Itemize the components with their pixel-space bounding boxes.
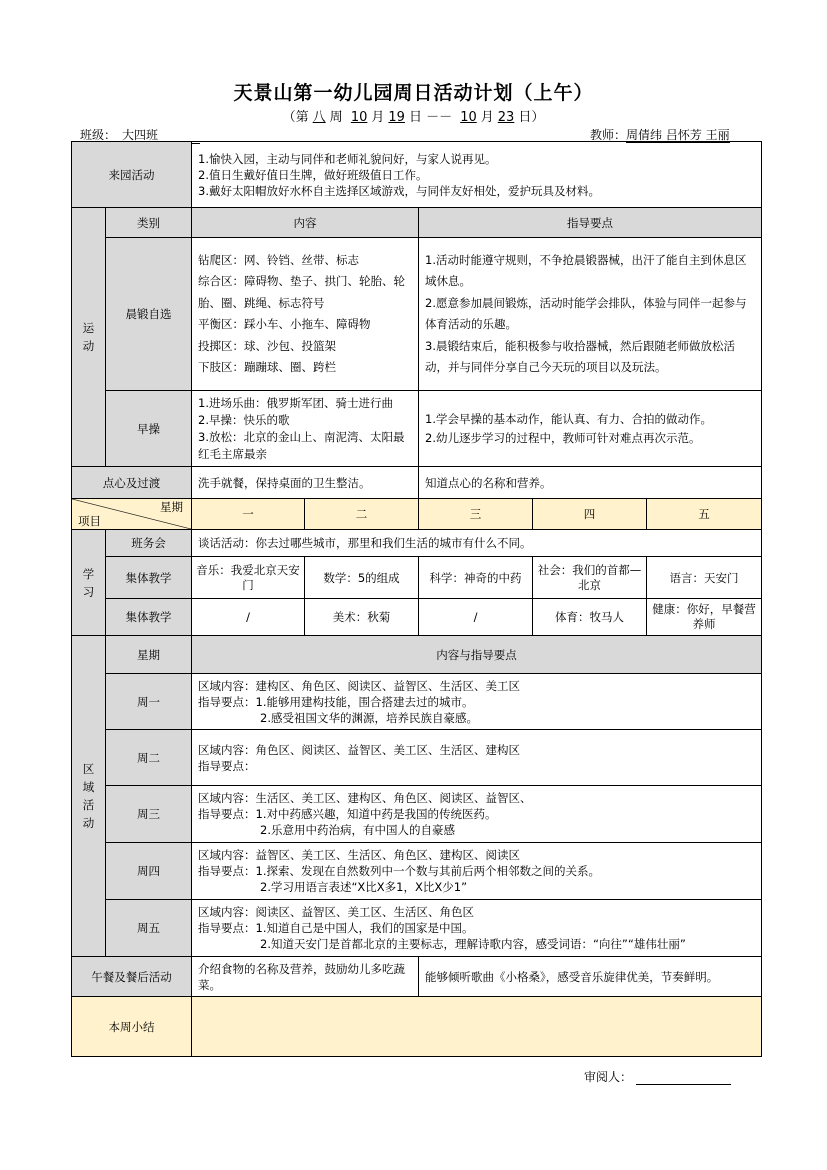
arrival-label: 来园活动	[72, 142, 192, 208]
area-day-row	[72, 900, 762, 957]
area-content-line: 区域内容：建构区、角色区、阅读区、益智区、生活区、美工区	[198, 678, 520, 693]
month-label: 月	[371, 110, 385, 125]
end-day: 23	[497, 110, 515, 125]
teaching-cell: /	[192, 599, 305, 636]
arrival-line: 3.戴好太阳帽放好水杯自主选择区域游戏，与同伴友好相处，爱护玩具及材料。	[198, 183, 600, 198]
teaching-cell: 社会：我们的首都—北京	[533, 557, 647, 599]
content-line: 钻爬区：网、铃铛、丝带、标志	[198, 252, 359, 267]
summary-row	[72, 997, 762, 1057]
teaching-cell: 音乐：我爱北京天安门	[192, 557, 305, 599]
area-content-line: 区域内容：生活区、美工区、建构区、角色区、阅读区、益智区、	[198, 791, 532, 805]
class-meeting-row	[72, 530, 762, 557]
area-day-row	[72, 674, 762, 730]
teaching-row-1	[72, 557, 762, 599]
week-item-corner	[72, 499, 192, 530]
class-meeting-label: 班务会	[106, 530, 192, 557]
content-line: 3.放松：北京的金山上、南泥湾、太阳最红毛主席最亲	[198, 429, 405, 461]
point-line: 2.幼儿逐步学习的过程中，教师可针对难点再次示范。	[425, 430, 701, 445]
page-title: 天景山第一幼儿园周日活动计划（上午）	[233, 82, 594, 104]
content-line: 1.进场乐曲：俄罗斯军团、骑士进行曲	[198, 395, 393, 410]
start-day: 19	[388, 110, 405, 125]
teaching-row-2	[72, 599, 762, 636]
reviewer-signature	[584, 1068, 731, 1085]
arrival-content	[192, 142, 762, 208]
area-points-line: 2.感受祖国文华的渊源，培养民族自豪感。	[260, 710, 478, 725]
summary-label: 本周小结	[72, 997, 192, 1057]
exercise-section-label: 运动	[72, 208, 106, 467]
teaching-cell: /	[419, 599, 533, 636]
reviewer-signature-line[interactable]	[636, 1072, 731, 1085]
morning-exercise-points	[419, 238, 762, 391]
snack-content: 洗手就餐，保持桌面的卫生整洁。	[192, 467, 419, 499]
teacher-value: 周倩纬 吕怀芳 王丽	[626, 128, 730, 142]
point-line: 3.晨锻结束后，能积极参与收拾器械，然后跟随老师做放松活动，并与同伴分享自己今天玩的项目以及玩法。	[425, 338, 735, 374]
month-label-2: 月	[480, 110, 494, 125]
class-value: 大四班	[116, 126, 200, 144]
snack-label: 点心及过渡	[72, 467, 192, 499]
content-line: 投掷区：球、沙包、投篮架	[198, 338, 336, 353]
area-points-line: 2.学习用语言表述“X比X多1，X比X少1”	[260, 880, 468, 894]
area-col-day: 星期	[106, 636, 192, 674]
area-day-label: 周二	[106, 730, 192, 786]
point-line: 1.活动时能遵守规则，不争抢晨锻器械，出汗了能自主到休息区域休息。	[425, 252, 747, 288]
content-line: 下肢区：蹦蹦球、圈、跨栏	[198, 360, 336, 374]
arrival-row	[72, 142, 762, 208]
teaching-cell: 健康：你好，早餐营养师	[647, 599, 762, 636]
morning-exercise-row	[72, 238, 762, 391]
teaching-label-2: 集体教学	[106, 599, 192, 636]
content-line: 平衡区：踩小车、小拖车、障碍物	[198, 317, 371, 331]
exercise-header-row	[72, 208, 762, 238]
reviewer-label: 审阅人：	[584, 1070, 633, 1084]
lunch-points: 能够倾听歌曲《小格桑》，感受音乐旋律优美，节奏鲜明。	[419, 957, 762, 997]
content-line: 综合区：障碍物、垫子、拱门、轮胎、轮胎、圈、跳绳、标志符号	[198, 274, 405, 310]
drill-label: 早操	[106, 391, 192, 467]
area-day-row	[72, 843, 762, 900]
area-points-line: 指导要点：1.探索、发现在自然数列中一个数与其前后两个相邻数之间的关系。	[198, 864, 600, 878]
area-day-row	[72, 786, 762, 843]
teaching-label: 集体教学	[106, 557, 192, 599]
snack-points: 知道点心的名称和营养。	[419, 467, 762, 499]
area-col-content: 内容与指导要点	[192, 636, 762, 674]
day-header: 一	[192, 499, 305, 530]
area-points-line: 2.知道天安门是首都北京的主要标志，理解诗歌内容，感受词语：“向往”“雄伟壮丽”	[260, 937, 686, 951]
area-day-label: 周五	[106, 900, 192, 957]
week-number: 八	[312, 110, 326, 125]
item-corner-label: 项目	[78, 514, 101, 528]
area-content-line: 区域内容：角色区、阅读区、益智区、美工区、生活区、建构区	[198, 742, 520, 757]
teacher-label: 教师：	[590, 128, 627, 142]
area-content-line: 区域内容：益智区、美工区、生活区、角色区、建构区、阅读区	[198, 848, 520, 862]
summary-content[interactable]	[192, 997, 762, 1057]
area-points-line: 2.乐意用中药治病，有中国人的自豪感	[260, 823, 455, 837]
study-section-label: 学习	[72, 530, 106, 636]
lunch-label: 午餐及餐后活动	[72, 957, 192, 997]
drill-content	[192, 391, 419, 467]
area-day-content	[192, 674, 762, 730]
area-header-row	[72, 636, 762, 674]
day-header: 五	[647, 499, 762, 530]
exercise-col-content: 内容	[192, 208, 419, 238]
area-day-label: 周四	[106, 843, 192, 900]
date-range	[0, 106, 827, 125]
teaching-cell: 体育：牧马人	[533, 599, 647, 636]
week-corner-label: 星期	[160, 500, 183, 514]
area-section-label: 区域活动	[72, 636, 106, 957]
area-day-label: 周三	[106, 786, 192, 843]
area-points-line: 指导要点：	[198, 758, 256, 773]
drill-points	[419, 391, 762, 467]
teaching-cell: 数学：5的组成	[305, 557, 419, 599]
area-day-content	[192, 843, 762, 900]
area-day-label: 周一	[106, 674, 192, 730]
days-header-row	[72, 499, 762, 530]
day-header: 四	[533, 499, 647, 530]
day-header: 二	[305, 499, 419, 530]
area-day-content	[192, 786, 762, 843]
content-line: 2.早操：快乐的歌	[198, 412, 290, 427]
plan-table	[71, 141, 762, 1057]
exercise-col-points: 指导要点	[419, 208, 762, 238]
drill-row	[72, 391, 762, 467]
lunch-content: 介绍食物的名称及营养，鼓励幼儿多吃蔬菜。	[192, 957, 419, 997]
lunch-row	[72, 957, 762, 997]
day-header: 三	[419, 499, 533, 530]
day-label: 日 －－	[408, 110, 453, 125]
morning-exercise-label: 晨锻自选	[106, 238, 192, 391]
morning-exercise-content	[192, 238, 419, 391]
class-label: 班级：	[80, 128, 117, 142]
teaching-cell: 科学：神奇的中药	[419, 557, 533, 599]
teaching-cell: 美术：秋菊	[305, 599, 419, 636]
snack-row	[72, 467, 762, 499]
week-prefix: （第	[282, 110, 309, 125]
area-day-row	[72, 730, 762, 786]
end-month: 10	[460, 110, 477, 125]
class-meeting-content: 谈话活动：你去过哪些城市，那里和我们生活的城市有什么不同。	[192, 530, 762, 557]
exercise-col-type: 类别	[106, 208, 192, 238]
area-points-line: 指导要点：1.知道自己是中国人，我们的国家是中国。	[198, 921, 474, 935]
point-line: 1.学会早操的基本动作，能认真、有力、合拍的做动作。	[425, 411, 712, 426]
area-content-line: 区域内容：阅读区、益智区、美工区、生活区、角色区	[198, 905, 474, 919]
arrival-line: 1.愉快入园，主动与同伴和老师礼貌问好，与家人说再见。	[198, 151, 497, 166]
teaching-cell: 语言：天安门	[647, 557, 762, 599]
week-label: 周	[329, 110, 343, 125]
area-day-content	[192, 900, 762, 957]
area-points-line: 指导要点：1.对中药感兴趣，知道中药是我国的传统医药。	[198, 807, 497, 821]
arrival-line: 2.值日生戴好值日生牌，做好班级值日工作。	[198, 167, 428, 182]
area-day-content	[192, 730, 762, 786]
area-points-line: 指导要点：1.能够用建构技能，围合搭建去过的城市。	[198, 694, 474, 709]
end-label: 日）	[518, 110, 545, 125]
start-month: 10	[350, 110, 368, 125]
point-line: 2.愿意参加晨间锻炼，活动时能学会排队，体验与同伴一起参与体育活动的乐趣。	[425, 295, 747, 331]
